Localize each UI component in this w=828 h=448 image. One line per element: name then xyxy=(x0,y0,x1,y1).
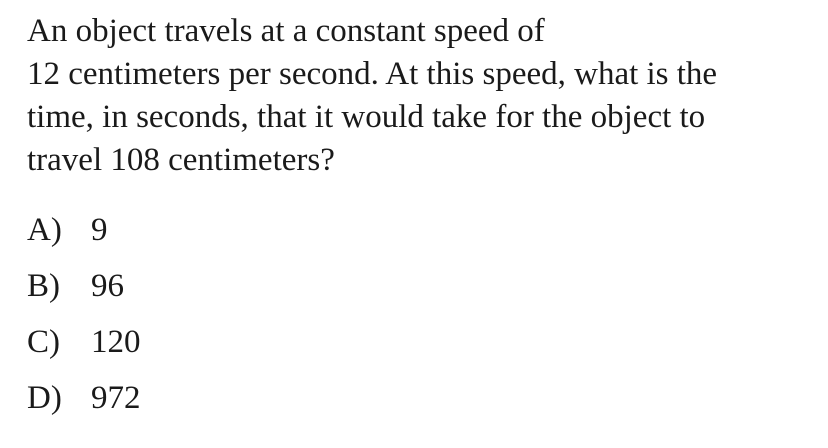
choice-value: 9 xyxy=(91,212,108,248)
choice-letter: D) xyxy=(27,380,62,416)
choice-value: 120 xyxy=(91,324,141,360)
choice-letter: B) xyxy=(27,268,60,304)
question-text xyxy=(27,10,817,182)
question-line: 12 centimeters per second. At this speed, what is the xyxy=(27,56,718,92)
choice-a[interactable] xyxy=(27,208,141,264)
choice-letter: C) xyxy=(27,324,60,360)
question-line: travel 108 centimeters? xyxy=(27,142,335,178)
question-line: An object travels at a constant speed of xyxy=(27,13,545,49)
choice-value: 972 xyxy=(91,380,141,416)
choice-d[interactable] xyxy=(27,376,141,432)
choice-c[interactable] xyxy=(27,320,141,376)
answer-choices xyxy=(27,208,141,432)
choice-b[interactable] xyxy=(27,264,141,320)
choice-value: 96 xyxy=(91,268,124,304)
question-line: time, in seconds, that it would take for the object to xyxy=(27,99,706,135)
choice-letter: A) xyxy=(27,212,62,248)
